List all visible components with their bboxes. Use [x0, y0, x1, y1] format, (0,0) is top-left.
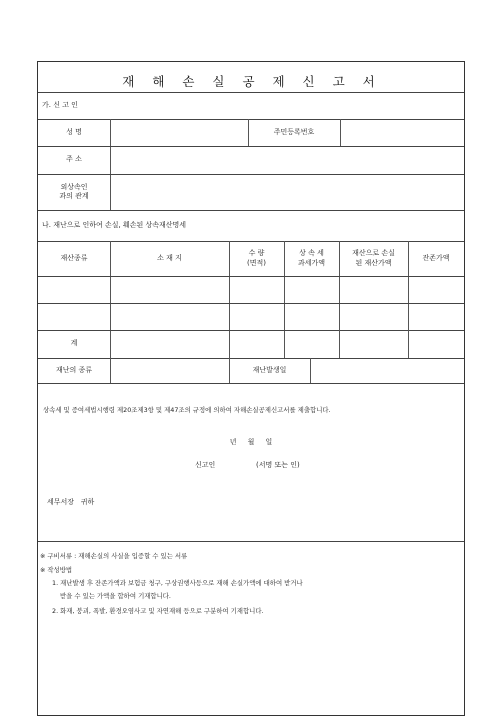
divider	[38, 92, 464, 93]
relation-label	[38, 174, 110, 210]
col-loss-line: 된 재산가액	[355, 258, 392, 267]
section-b-heading: 나. 재난으로 인하여 손실, 훼손된 상속재산명세	[42, 221, 187, 229]
note-item-1-cont: 받을 수 있는 가액을 합하여 기재합니다.	[60, 592, 171, 600]
col-tax-line: 상 속 세	[299, 249, 324, 258]
col-quantity	[229, 241, 284, 276]
recipient-text: 세무서장 귀하	[47, 498, 95, 506]
col-quantity-line: (면적)	[247, 258, 266, 267]
section-a-heading: 가. 신 고 인	[42, 101, 78, 109]
name-label: 성 명	[66, 127, 82, 136]
col-quantity-line: 수 량	[248, 249, 265, 258]
divider	[408, 330, 409, 358]
declaration-text: 상속세 및 증여세법시행령 제20조제3항 및 제47조의 규정에 의하여 자해손실공제신고서를 제출합니다.	[43, 406, 331, 414]
signature-label: (서명 또는 인)	[256, 461, 300, 469]
id-number-field[interactable]	[341, 120, 464, 146]
reporter-label: 신고인	[195, 461, 216, 469]
col-remaining-value: 잔존가액	[422, 253, 450, 262]
form-title: 재 해 손 실 공 제 신 고 서	[122, 74, 382, 89]
note-item-2: 2. 화재, 붕괴, 폭발, 환경오염사고 및 자연재해 등으로 구분하여 기재합니다.	[52, 607, 264, 615]
report-form	[37, 61, 465, 716]
relation-field[interactable]	[111, 175, 464, 210]
col-location: 소 재 지	[157, 253, 182, 262]
col-inheritance-tax	[284, 241, 339, 276]
disaster-kind-field[interactable]	[111, 359, 229, 383]
id-number-label: 주민등록번호	[273, 127, 315, 136]
col-loss-line: 재산으로 손실	[352, 249, 395, 258]
table-row[interactable]	[38, 304, 464, 330]
address-label: 주 소	[66, 155, 82, 164]
relation-label-line: 외상속인	[60, 182, 88, 191]
col-loss-value	[339, 241, 408, 276]
date-line: 년 월 일	[229, 438, 273, 446]
note-required-docs: ※ 구비서류 : 재해손실의 사실을 입증할 수 있는 서류	[40, 552, 188, 560]
note-item-1: 1. 재난발생 후 잔존가액과 보험금 청구, 구상권행사등으로 재해 손실가액에 대하여 받거나	[52, 579, 303, 587]
address-field[interactable]	[111, 147, 464, 174]
divider	[38, 383, 464, 384]
divider	[38, 210, 464, 211]
disaster-kind-label: 재난의 종류	[55, 365, 93, 374]
divider	[339, 330, 340, 358]
disaster-date-label: 재난발생일	[252, 365, 287, 374]
divider	[38, 541, 464, 542]
col-tax-line: 과세가액	[297, 258, 326, 267]
table-row[interactable]	[38, 277, 464, 303]
relation-label-line: 과의 관계	[59, 192, 89, 200]
col-property-kind: 재산종류	[60, 253, 88, 262]
total-label: 계	[70, 339, 78, 348]
disaster-date-field[interactable]	[311, 359, 464, 383]
note-method-heading: ※ 작성방법	[40, 566, 73, 574]
name-field[interactable]	[111, 120, 248, 146]
